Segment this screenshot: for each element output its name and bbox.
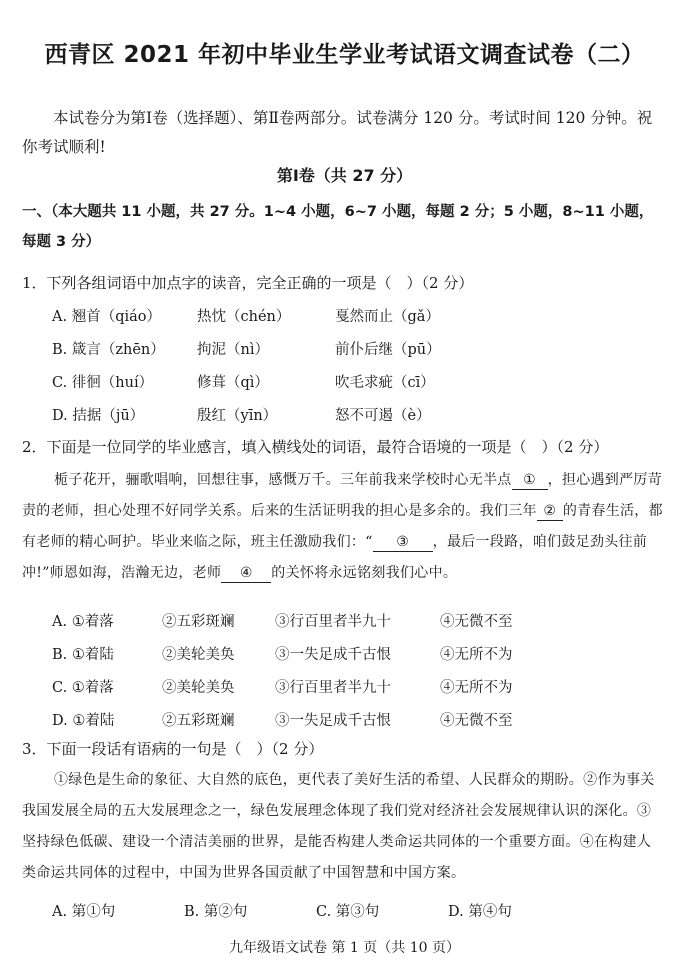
option-item: ③行百里者半九十 — [275, 680, 391, 696]
option-row — [52, 676, 560, 709]
question-3-passage: ①绿色是生命的象征、大自然的底色，更代表了美好生活的希望、人民群众的期盼。②作为事关我国发展全局的五大发展理念之一，绿色发展理念体现了我们党对经济社会发展规律认识的深化。③坚持绿色低碳、建设一个清洁美丽的世界，是能否构建人类命运共同体的一个重要方面。④在构建人类命运共同体的过程中，中国为世界各国贡献了中国智慧和中国方案。 — [22, 772, 655, 881]
exam-title: 西青区 2021 年初中毕业生学业考试语文调查试卷（二） — [44, 42, 645, 68]
question-2-stem: 2．下面是一位同学的毕业感言，填入横线处的词语，最符合语境的一项是（ ）（2 分） — [22, 438, 609, 456]
option-item: D. ①着陆 — [52, 713, 115, 729]
option-item: ②美轮美奂 — [162, 680, 235, 696]
option-item: C. 第③句 — [316, 904, 380, 920]
option-item: ④无所不为 — [440, 680, 513, 696]
option-item: ②五彩斑斓 — [162, 614, 235, 630]
option-item: A. 翘首（qiáo） — [52, 309, 161, 325]
option-item: 怒不可遏（è） — [335, 408, 431, 424]
passage-text: 的青春生活，都有老师的精心呵护。毕业来临之际，班主任激励我们：“ — [22, 503, 663, 550]
option-item: 前仆后继（pū） — [335, 342, 441, 358]
option-item: 吹毛求疵（cī） — [335, 375, 435, 391]
part-one-instructions: 一、（本大题共 11 小题，共 27 分。1~4 小题，6~7 小题，每题 2 分；5 小题，8~11 小题，每题 3 分） — [22, 204, 654, 250]
option-item: D. 拮据（jū） — [52, 408, 145, 424]
page-footer: 九年级语文试卷 第 1 页（共 10 页） — [229, 940, 460, 956]
option-item: ②美轮美奂 — [162, 647, 235, 663]
question-2-passage — [22, 465, 664, 589]
question-2-options — [52, 610, 560, 742]
option-item: 拘泥（nì） — [197, 342, 269, 358]
option-row — [52, 371, 485, 404]
option-row — [52, 404, 485, 437]
passage-text: ，担心遇到严厉苛责的老师，担心处理不好同学关系。后来的生活证明我的担心是多余的。我们三年 — [22, 472, 663, 519]
blank-3: ③ — [373, 533, 433, 552]
option-item: C. 徘徊（huí） — [52, 375, 154, 391]
option-item: ②五彩斑斓 — [162, 713, 235, 729]
option-row — [52, 610, 560, 643]
option-row — [52, 338, 485, 371]
option-item: ③行百里者半九十 — [275, 614, 391, 630]
option-item: ④无所不为 — [440, 647, 513, 663]
option-item: 戛然而止（gǎ） — [335, 309, 440, 325]
option-item: A. ①着落 — [52, 614, 114, 630]
option-item: ③一失足成千古恨 — [275, 647, 391, 663]
passage-text: 栀子花开，骊歌唱响，回想往事，感慨万千。三年前我来学校时心无半点 — [54, 472, 512, 488]
option-item: ④无微不至 — [440, 614, 513, 630]
option-item: A. 第①句 — [52, 904, 116, 920]
option-item: ③一失足成千古恨 — [275, 713, 391, 729]
blank-2: ② — [537, 502, 563, 521]
option-item: D. 第④句 — [448, 904, 512, 920]
option-item: C. ①着落 — [52, 680, 114, 696]
exam-instructions: 本试卷分为第Ⅰ卷（选择题）、第Ⅱ卷两部分。试卷满分 120 分。考试时间 120 分钟。祝你考试顺利! — [22, 109, 653, 156]
question-3-options — [52, 900, 580, 921]
blank-4: ④ — [221, 564, 271, 583]
passage-text: ，最后一段路，咱们鼓足劲头往前冲!”师恩如海，浩瀚无边，老师 — [22, 534, 648, 581]
option-item: 殷红（yīn） — [197, 408, 278, 424]
question-3-stem: 3．下面一段话有语病的一句是（ ）（2 分） — [22, 740, 324, 758]
option-item: B. ①着陆 — [52, 647, 114, 663]
option-row — [52, 305, 485, 338]
section-heading: 第Ⅰ卷（共 27 分） — [276, 166, 413, 185]
option-item: B. 第②句 — [184, 904, 248, 920]
option-row — [52, 643, 560, 676]
question-1-options — [52, 305, 485, 437]
option-item: B. 箴言（zhēn） — [52, 342, 165, 358]
option-item: 热忱（chén） — [197, 309, 291, 325]
passage-text: 的关怀将永远铭刻我们心中。 — [271, 565, 458, 581]
question-1-stem: 1．下列各组词语中加点字的读音，完全正确的一项是（ ）（2 分） — [22, 274, 474, 292]
blank-1: ① — [512, 471, 548, 490]
option-item: ④无微不至 — [440, 713, 513, 729]
option-item: 修葺（qì） — [197, 375, 269, 391]
